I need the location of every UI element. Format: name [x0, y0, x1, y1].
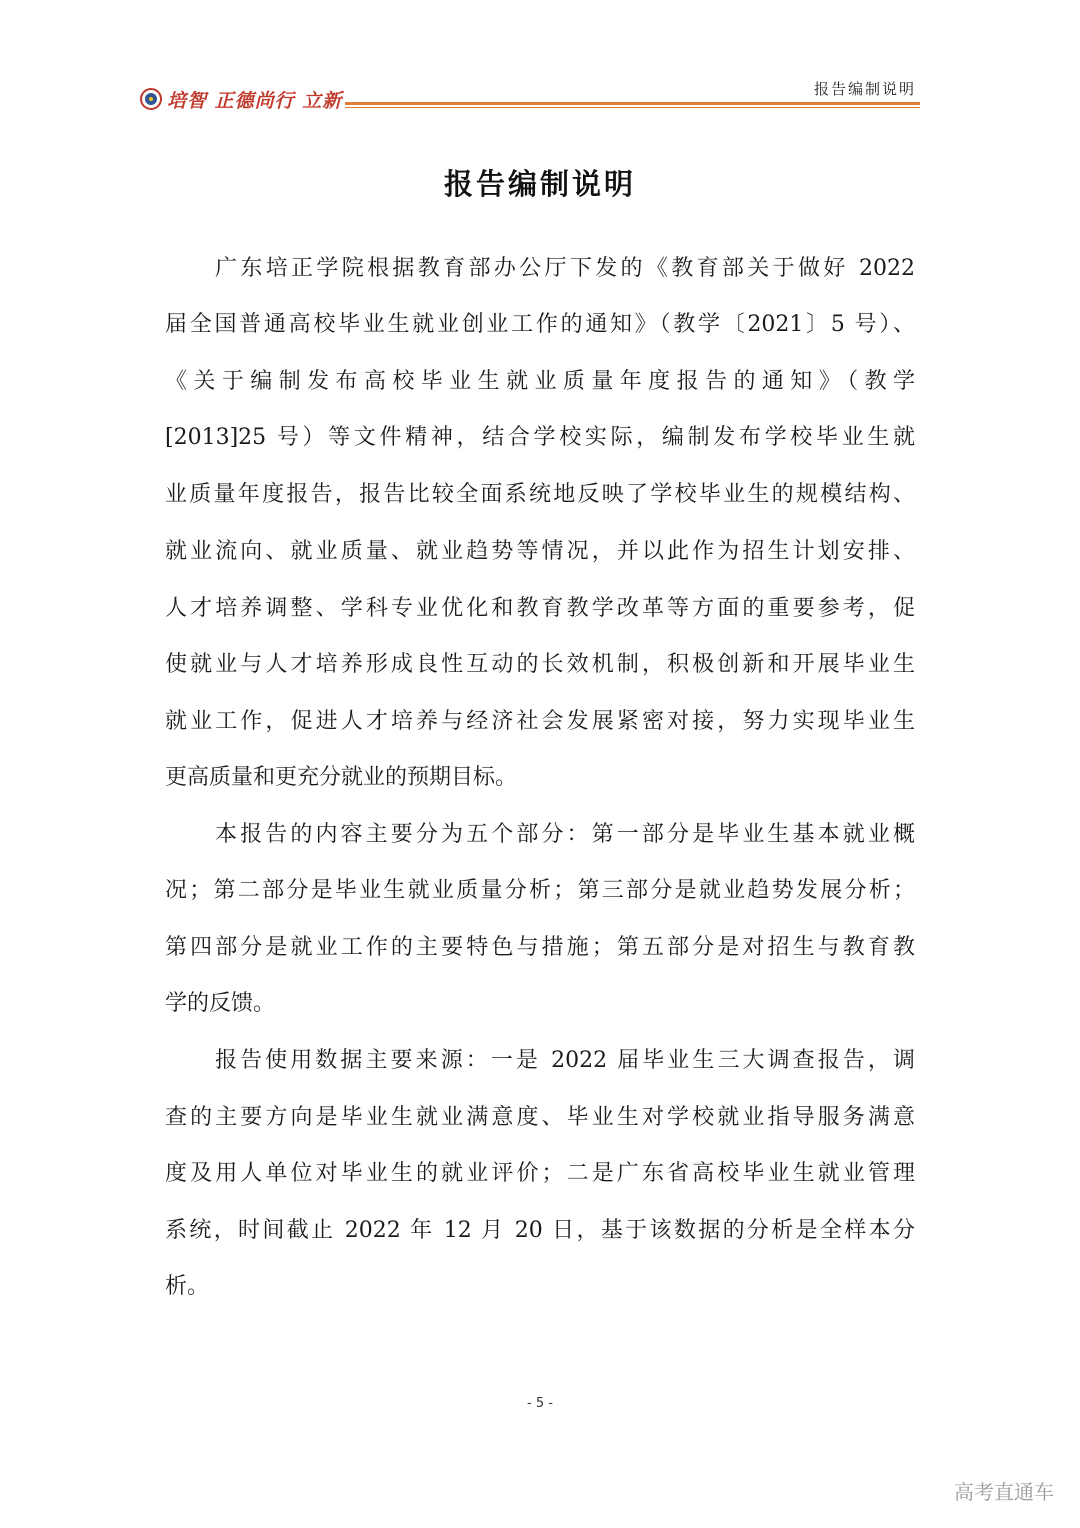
paragraph-line: 第四部分是就业工作的主要特色与措施；第五部分是对招生与教育教 [165, 935, 915, 960]
logo-motto: 培智 正德尚行 立新 [167, 89, 343, 112]
page-number: - 5 - [527, 1396, 553, 1411]
paragraph-line: 度及用人单位对毕业生的就业评价；二是广东省高校毕业生就业管理 [165, 1161, 915, 1186]
paragraph-line: 况；第二部分是毕业生就业质量分析；第三部分是就业趋势发展分析； [165, 878, 915, 903]
paragraph-line: 系统，时间截止 2022 年 12 月 20 日，基于该数据的分析是全样本分 [165, 1218, 915, 1243]
paragraph-line: 届全国普通高校毕业生就业创业工作的通知》（教学〔2021〕5 号）、 [165, 312, 915, 337]
header-section-label: 报告编制说明 [813, 80, 916, 98]
paragraph-line: 《关于编制发布高校毕业生就业质量年度报告的通知》（教学 [165, 369, 915, 394]
header-rule-thin [345, 107, 920, 108]
page-title: 报告编制说明 [443, 167, 636, 201]
paragraph-line: 析。 [165, 1274, 210, 1299]
paragraph-line: 广东培正学院根据教育部办公厅下发的《教育部关于做好 2022 [215, 256, 915, 281]
watermark: 高考直通车 [954, 1480, 1054, 1504]
paragraph-line: 报告使用数据主要来源：一是 2022 届毕业生三大调查报告，调 [215, 1048, 915, 1073]
paragraph-line: 业质量年度报告，报告比较全面系统地反映了学校毕业生的规模结构、 [165, 482, 915, 507]
paragraph-line: 本报告的内容主要分为五个部分：第一部分是毕业生基本就业概 [215, 822, 915, 847]
paragraph-line: [2013]25 号）等文件精神，结合学校实际，编制发布学校毕业生就 [165, 425, 915, 450]
paragraph-line: 学的反馈。 [165, 991, 276, 1016]
school-emblem-icon [140, 88, 162, 110]
page-header [140, 72, 920, 116]
paragraph-line: 就业工作，促进人才培养与经济社会发展紧密对接，努力实现毕业生 [165, 709, 915, 734]
paragraph-line: 人才培养调整、学科专业优化和教育教学改革等方面的重要参考，促 [165, 596, 915, 621]
paragraph-line: 使就业与人才培养形成良性互动的长效机制，积极创新和开展毕业生 [165, 652, 915, 677]
paragraph-line: 查的主要方向是毕业生就业满意度、毕业生对学校就业指导服务满意 [165, 1105, 915, 1130]
paragraph-line: 更高质量和更充分就业的预期目标。 [165, 765, 518, 790]
paragraph-line: 就业流向、就业质量、就业趋势等情况，并以此作为招生计划安排、 [165, 539, 915, 564]
school-logo [140, 84, 342, 114]
header-rule [345, 102, 920, 105]
